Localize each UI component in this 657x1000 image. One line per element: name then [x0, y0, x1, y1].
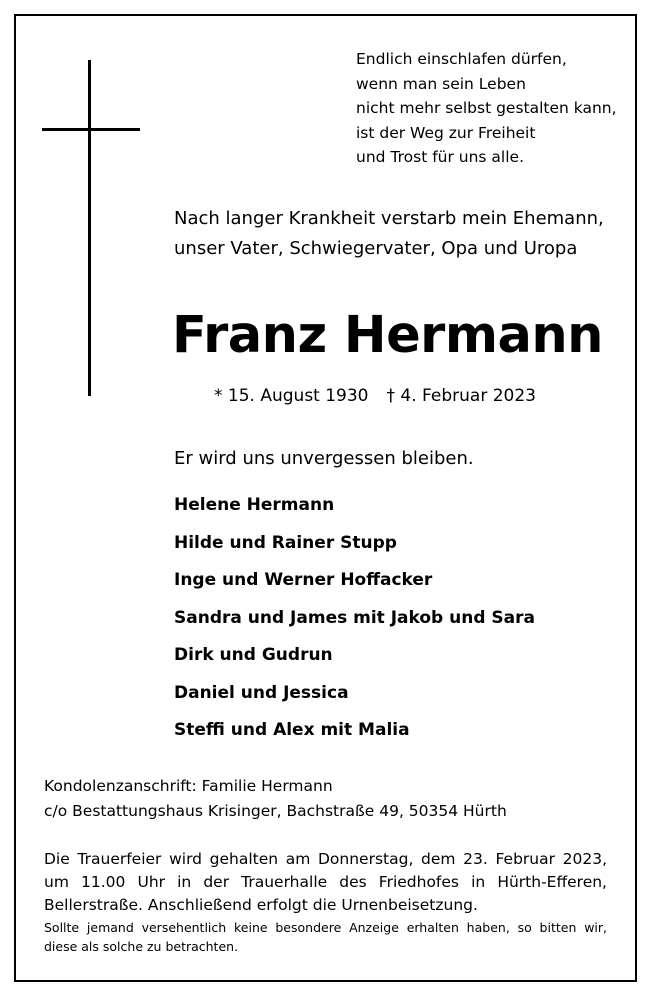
- note-line: Sollte jemand versehentlich keine besondere Anzeige erhalten haben, so bitten wir,: [44, 920, 607, 935]
- condolence-address: [44, 774, 624, 824]
- remembrance-text: Er wird uns unvergessen bleiben.: [174, 448, 474, 469]
- poem-line: wenn man sein Leben: [356, 74, 526, 93]
- ceremony-info: [44, 848, 607, 917]
- birth-date: * 15. August 1930: [214, 386, 369, 406]
- poem: [356, 47, 636, 170]
- ceremony-line: Die Trauerfeier wird gehalten am Donnerstag, dem 23. Februar 2023,: [44, 850, 607, 868]
- life-dates: [214, 382, 614, 410]
- poem-line: ist der Weg zur Freiheit: [356, 123, 536, 142]
- mourner-item: Helene Hermann: [174, 495, 335, 515]
- death-date: † 4. Februar 2023: [386, 386, 536, 406]
- poem-line: Endlich einschlafen dürfen,: [356, 50, 567, 68]
- mourner-item: Dirk und Gudrun: [174, 645, 333, 665]
- poem-line: nicht mehr selbst gestalten kann,: [356, 99, 617, 117]
- cross-icon-bar: [42, 128, 140, 131]
- intro-line: unser Vater, Schwiegervater, Opa und Uropa: [174, 238, 578, 259]
- cross-icon: [88, 60, 91, 396]
- mourner-item: Inge und Werner Hoffacker: [174, 570, 433, 590]
- poem-line: und Trost für uns alle.: [356, 148, 525, 166]
- ceremony-line: um 11.00 Uhr in der Trauerhalle des Friedhofes in Hürth-Efferen,: [44, 873, 607, 891]
- note-line: diese als solche zu betrachten.: [44, 939, 239, 954]
- condolence-line: c/o Bestattungshaus Krisinger, Bachstraße 49, 50354 Hürth: [44, 802, 507, 820]
- mourner-item: Steffi und Alex mit Malia: [174, 720, 410, 740]
- intro-line: Nach langer Krankheit verstarb mein Ehemann,: [174, 208, 604, 229]
- intro-text: [174, 204, 634, 264]
- mourners-list: [174, 490, 614, 753]
- ceremony-line: Bellerstraße. Anschließend erfolgt die Urnenbeisetzung.: [44, 896, 478, 914]
- notice-note: [44, 918, 607, 956]
- deceased-name: Franz Hermann: [172, 306, 603, 365]
- mourner-item: Daniel und Jessica: [174, 682, 349, 703]
- condolence-line: Kondolenzanschrift: Familie Hermann: [44, 777, 333, 795]
- mourner-item: Sandra und James mit Jakob und Sara: [174, 607, 535, 628]
- mourner-item: Hilde und Rainer Stupp: [174, 532, 397, 553]
